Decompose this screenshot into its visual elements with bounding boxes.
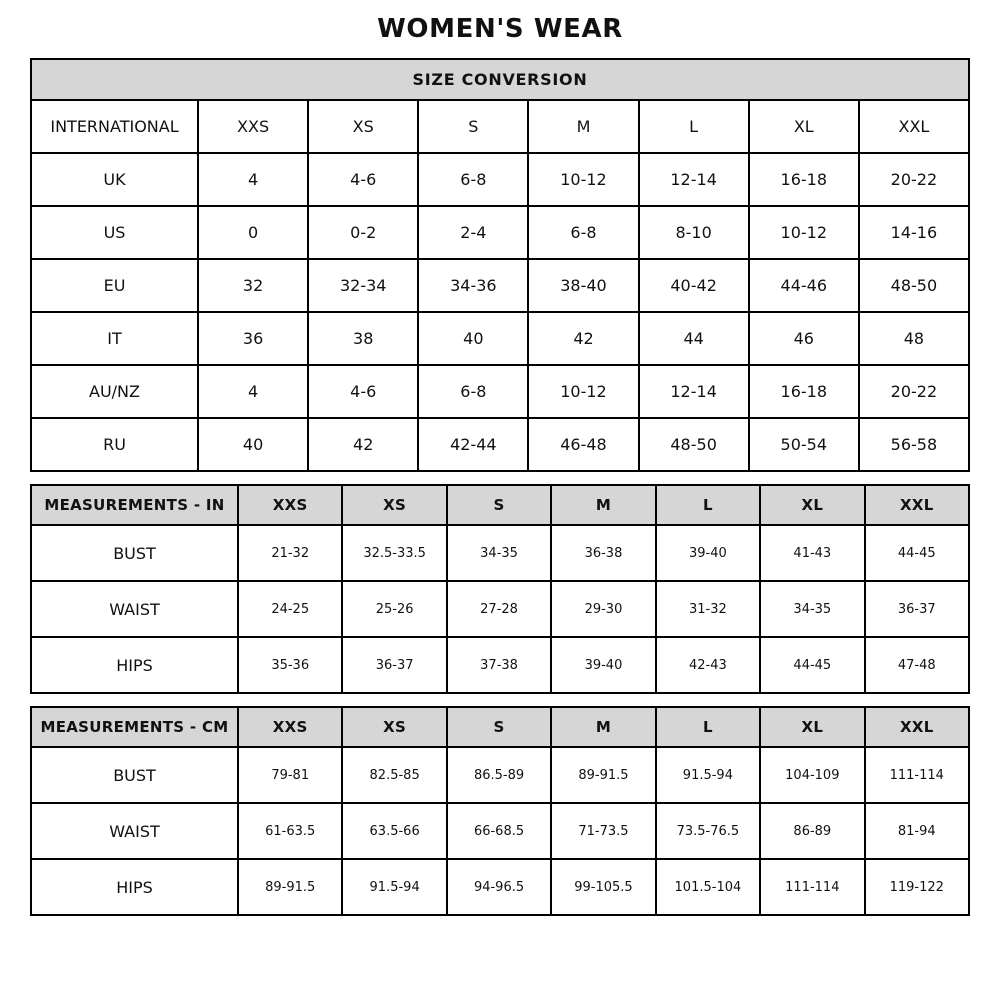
measurements-cm-table <box>30 706 970 916</box>
size-column-label: L <box>639 100 749 153</box>
cell-value: 6-8 <box>418 365 528 418</box>
table-row <box>31 312 969 365</box>
cell-value: 42 <box>308 418 418 471</box>
cell-value: 36 <box>198 312 308 365</box>
cell-value: 35-36 <box>238 637 342 693</box>
cell-value: 99-105.5 <box>551 859 655 915</box>
cell-value: 104-109 <box>760 747 864 803</box>
cell-value: 44-45 <box>760 637 864 693</box>
cell-value: 82.5-85 <box>342 747 446 803</box>
measurements-in-table <box>30 484 970 694</box>
cell-value: 8-10 <box>639 206 749 259</box>
table-row <box>31 637 969 693</box>
row-label: HIPS <box>31 859 238 915</box>
cell-value: 12-14 <box>639 365 749 418</box>
page-title: WOMEN'S WEAR <box>377 14 623 44</box>
cell-value: 10-12 <box>528 153 638 206</box>
size-column-label: XS <box>342 485 446 525</box>
cell-value: 24-25 <box>238 581 342 637</box>
corner-header-label: MEASUREMENTS - IN <box>31 485 238 525</box>
size-column-label: XL <box>760 707 864 747</box>
row-label: WAIST <box>31 581 238 637</box>
cell-value: 89-91.5 <box>551 747 655 803</box>
row-label: HIPS <box>31 637 238 693</box>
size-column-label: S <box>418 100 528 153</box>
size-conversion-banner: SIZE CONVERSION <box>31 59 969 100</box>
cell-value: 10-12 <box>749 206 859 259</box>
table-row <box>31 365 969 418</box>
cell-value: 10-12 <box>528 365 638 418</box>
cell-value: 27-28 <box>447 581 551 637</box>
size-conversion-table <box>30 58 970 472</box>
table-row <box>31 803 969 859</box>
cell-value: 36-37 <box>342 637 446 693</box>
cell-value: 48-50 <box>859 259 969 312</box>
cell-value: 91.5-94 <box>342 859 446 915</box>
cell-value: 38-40 <box>528 259 638 312</box>
row-label: AU/NZ <box>31 365 198 418</box>
corner-header-label: INTERNATIONAL <box>31 100 198 153</box>
cell-value: 44 <box>639 312 749 365</box>
cell-value: 6-8 <box>418 153 528 206</box>
row-label: WAIST <box>31 803 238 859</box>
cell-value: 86-89 <box>760 803 864 859</box>
cell-value: 46-48 <box>528 418 638 471</box>
cell-value: 48 <box>859 312 969 365</box>
cell-value: 44-45 <box>865 525 969 581</box>
cell-value: 48-50 <box>639 418 749 471</box>
cell-value: 6-8 <box>528 206 638 259</box>
cell-value: 36-37 <box>865 581 969 637</box>
row-label: BUST <box>31 747 238 803</box>
cell-value: 37-38 <box>447 637 551 693</box>
row-label: EU <box>31 259 198 312</box>
size-column-label: S <box>447 707 551 747</box>
cell-value: 38 <box>308 312 418 365</box>
size-column-label: XXS <box>238 707 342 747</box>
cell-value: 79-81 <box>238 747 342 803</box>
size-column-label: XXL <box>859 100 969 153</box>
size-column-label: L <box>656 485 760 525</box>
cell-value: 40-42 <box>639 259 749 312</box>
cell-value: 47-48 <box>865 637 969 693</box>
cell-value: 32-34 <box>308 259 418 312</box>
cell-value: 81-94 <box>865 803 969 859</box>
corner-header-label: MEASUREMENTS - CM <box>31 707 238 747</box>
cell-value: 39-40 <box>656 525 760 581</box>
cell-value: 32 <box>198 259 308 312</box>
row-label: IT <box>31 312 198 365</box>
cell-value: 36-38 <box>551 525 655 581</box>
measurements-cm-header-row <box>31 707 969 747</box>
cell-value: 101.5-104 <box>656 859 760 915</box>
table-row <box>31 525 969 581</box>
size-column-label: S <box>447 485 551 525</box>
cell-value: 56-58 <box>859 418 969 471</box>
cell-value: 4-6 <box>308 153 418 206</box>
size-column-label: XXS <box>198 100 308 153</box>
size-column-label: XXS <box>238 485 342 525</box>
cell-value: 61-63.5 <box>238 803 342 859</box>
cell-value: 89-91.5 <box>238 859 342 915</box>
cell-value: 71-73.5 <box>551 803 655 859</box>
cell-value: 32.5-33.5 <box>342 525 446 581</box>
size-column-label: XXL <box>865 707 969 747</box>
table-row <box>31 418 969 471</box>
size-column-label: M <box>551 485 655 525</box>
cell-value: 25-26 <box>342 581 446 637</box>
row-label: BUST <box>31 525 238 581</box>
cell-value: 94-96.5 <box>447 859 551 915</box>
cell-value: 16-18 <box>749 153 859 206</box>
size-column-label: L <box>656 707 760 747</box>
cell-value: 4 <box>198 153 308 206</box>
cell-value: 91.5-94 <box>656 747 760 803</box>
cell-value: 34-36 <box>418 259 528 312</box>
cell-value: 46 <box>749 312 859 365</box>
row-label: UK <box>31 153 198 206</box>
size-column-label: M <box>528 100 638 153</box>
size-column-label: XS <box>342 707 446 747</box>
table-row <box>31 259 969 312</box>
cell-value: 34-35 <box>760 581 864 637</box>
cell-value: 42-43 <box>656 637 760 693</box>
cell-value: 41-43 <box>760 525 864 581</box>
size-conversion-header-row <box>31 100 969 153</box>
measurements-in-header-row <box>31 485 969 525</box>
cell-value: 2-4 <box>418 206 528 259</box>
cell-value: 29-30 <box>551 581 655 637</box>
size-column-label: XL <box>749 100 859 153</box>
cell-value: 40 <box>198 418 308 471</box>
cell-value: 20-22 <box>859 365 969 418</box>
cell-value: 63.5-66 <box>342 803 446 859</box>
cell-value: 4-6 <box>308 365 418 418</box>
table-row <box>31 581 969 637</box>
table-row <box>31 206 969 259</box>
cell-value: 12-14 <box>639 153 749 206</box>
cell-value: 86.5-89 <box>447 747 551 803</box>
cell-value: 42-44 <box>418 418 528 471</box>
table-row <box>31 747 969 803</box>
cell-value: 39-40 <box>551 637 655 693</box>
cell-value: 111-114 <box>865 747 969 803</box>
cell-value: 0-2 <box>308 206 418 259</box>
cell-value: 42 <box>528 312 638 365</box>
table-row <box>31 859 969 915</box>
table-row <box>31 153 969 206</box>
cell-value: 73.5-76.5 <box>656 803 760 859</box>
cell-value: 14-16 <box>859 206 969 259</box>
cell-value: 0 <box>198 206 308 259</box>
cell-value: 111-114 <box>760 859 864 915</box>
cell-value: 50-54 <box>749 418 859 471</box>
cell-value: 21-32 <box>238 525 342 581</box>
cell-value: 119-122 <box>865 859 969 915</box>
cell-value: 20-22 <box>859 153 969 206</box>
cell-value: 40 <box>418 312 528 365</box>
cell-value: 44-46 <box>749 259 859 312</box>
cell-value: 16-18 <box>749 365 859 418</box>
size-column-label: XS <box>308 100 418 153</box>
cell-value: 66-68.5 <box>447 803 551 859</box>
size-column-label: XXL <box>865 485 969 525</box>
row-label: US <box>31 206 198 259</box>
size-conversion-banner-row <box>31 59 969 100</box>
cell-value: 4 <box>198 365 308 418</box>
cell-value: 31-32 <box>656 581 760 637</box>
row-label: RU <box>31 418 198 471</box>
cell-value: 34-35 <box>447 525 551 581</box>
size-column-label: M <box>551 707 655 747</box>
size-column-label: XL <box>760 485 864 525</box>
